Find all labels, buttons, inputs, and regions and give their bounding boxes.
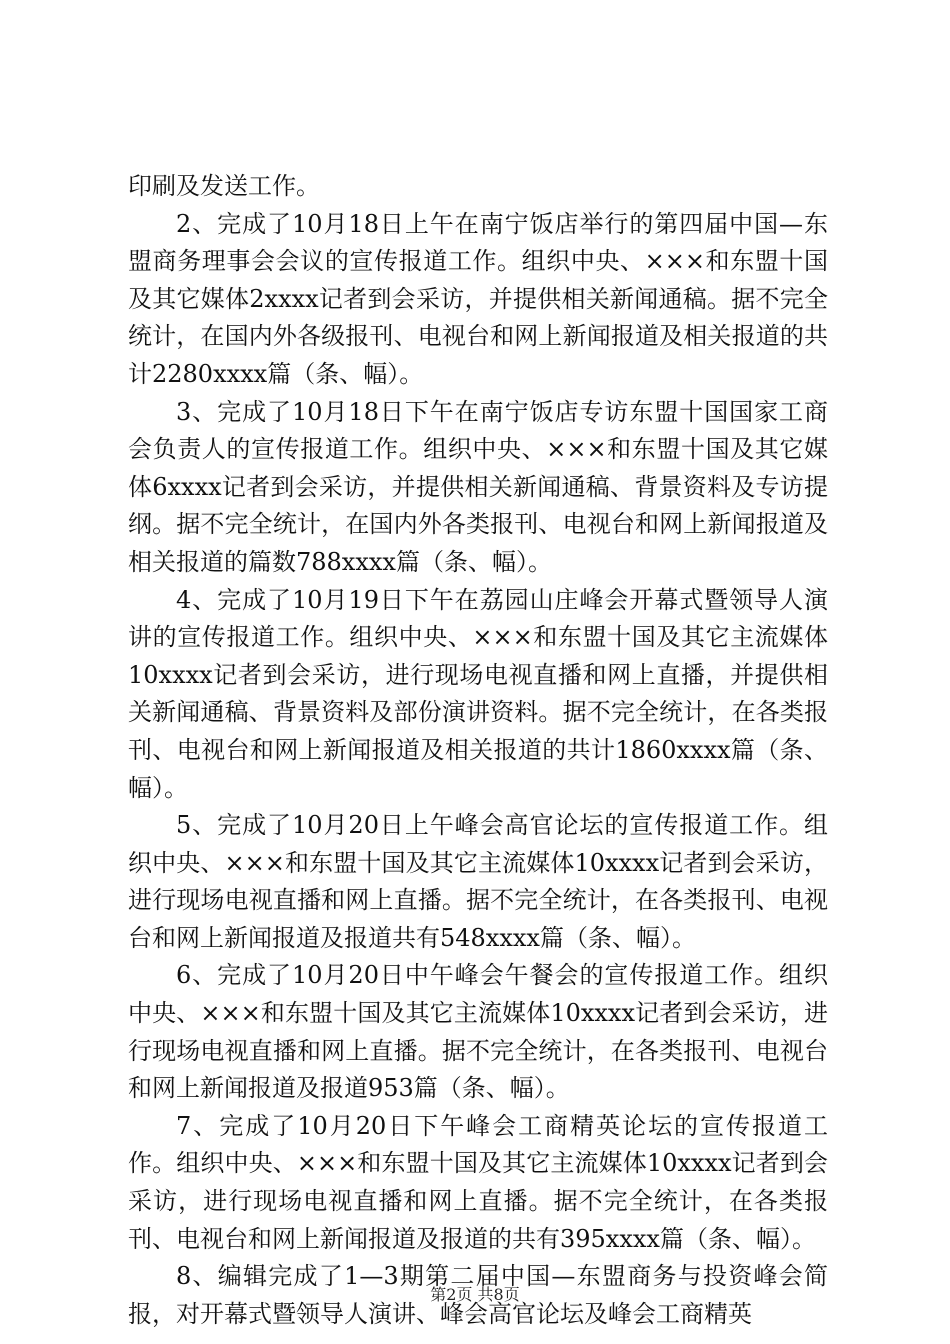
paragraph-item-6: 6、完成了10月20日中午峰会午餐会的宣传报道工作。组织中央、×××和东盟十国及其它主流媒体10xxxx记者到会采访，进行现场电视直播和网上直播。据不完全统计，在各类报刊、电视台和网上新闻报道及报道953篇（条、幅）。	[128, 961, 828, 1103]
paragraph-item-7: 7、完成了10月20日下午峰会工商精英论坛的宣传报道工作。组织中央、×××和东盟十国及其它主流媒体10xxxx记者到会采访，进行现场电视直播和网上直播。据不完全统计，在各类报刊、电视台和网上新闻报道及报道的共有395xxxx篇（条、幅）。	[128, 1111, 828, 1253]
paragraph-item-3: 3、完成了10月18日下午在南宁饭店专访东盟十国国家工商会负责人的宣传报道工作。组织中央、×××和东盟十国及其它媒体6xxxx记者到会采访，并提供相关新闻通稿、背景资料及专访提纲。据不完全统计，在国内外各类报刊、电视台和网上新闻报道及相关报道的篇数788xxxx篇（条、幅）。	[128, 397, 828, 576]
page-number-footer: 第2页 共8页	[430, 1285, 520, 1304]
paragraph-item-4: 4、完成了10月19日下午在荔园山庄峰会开幕式暨领导人演讲的宣传报道工作。组织中央、×××和东盟十国及其它主流媒体10xxxx记者到会采访，进行现场电视直播和网上直播，并提供相关新闻通稿、背景资料及部份演讲资料。据不完全统计，在各类报刊、电视台和网上新闻报道及相关报道的共计1860xxxx篇（条、幅）。	[128, 585, 828, 802]
paragraph-continuation: 印刷及发送工作。	[128, 172, 320, 200]
paragraph-item-2: 2、完成了10月18日上午在南宁饭店举行的第四届中国—东盟商务理事会会议的宣传报道工作。组织中央、×××和东盟十国及其它媒体2xxxx记者到会采访，并提供相关新闻通稿。据不完全统计，在国内外各级报刊、电视台和网上新闻报道及相关报道的共计2280xxxx篇（条、幅）。	[128, 209, 828, 388]
paragraph-item-8: 8、编辑完成了1—3期第二届中国—东盟商务与投资峰会简报，对开幕式暨领导人演讲、峰会高官论坛及峰会工商精英	[128, 1262, 828, 1328]
paragraph-item-5: 5、完成了10月20日上午峰会高官论坛的宣传报道工作。组织中央、×××和东盟十国及其它主流媒体10xxxx记者到会采访，进行现场电视直播和网上直播。据不完全统计，在各类报刊、电视台和网上新闻报道及报道共有548xxxx篇（条、幅）。	[128, 811, 828, 952]
document-body	[128, 168, 828, 1333]
